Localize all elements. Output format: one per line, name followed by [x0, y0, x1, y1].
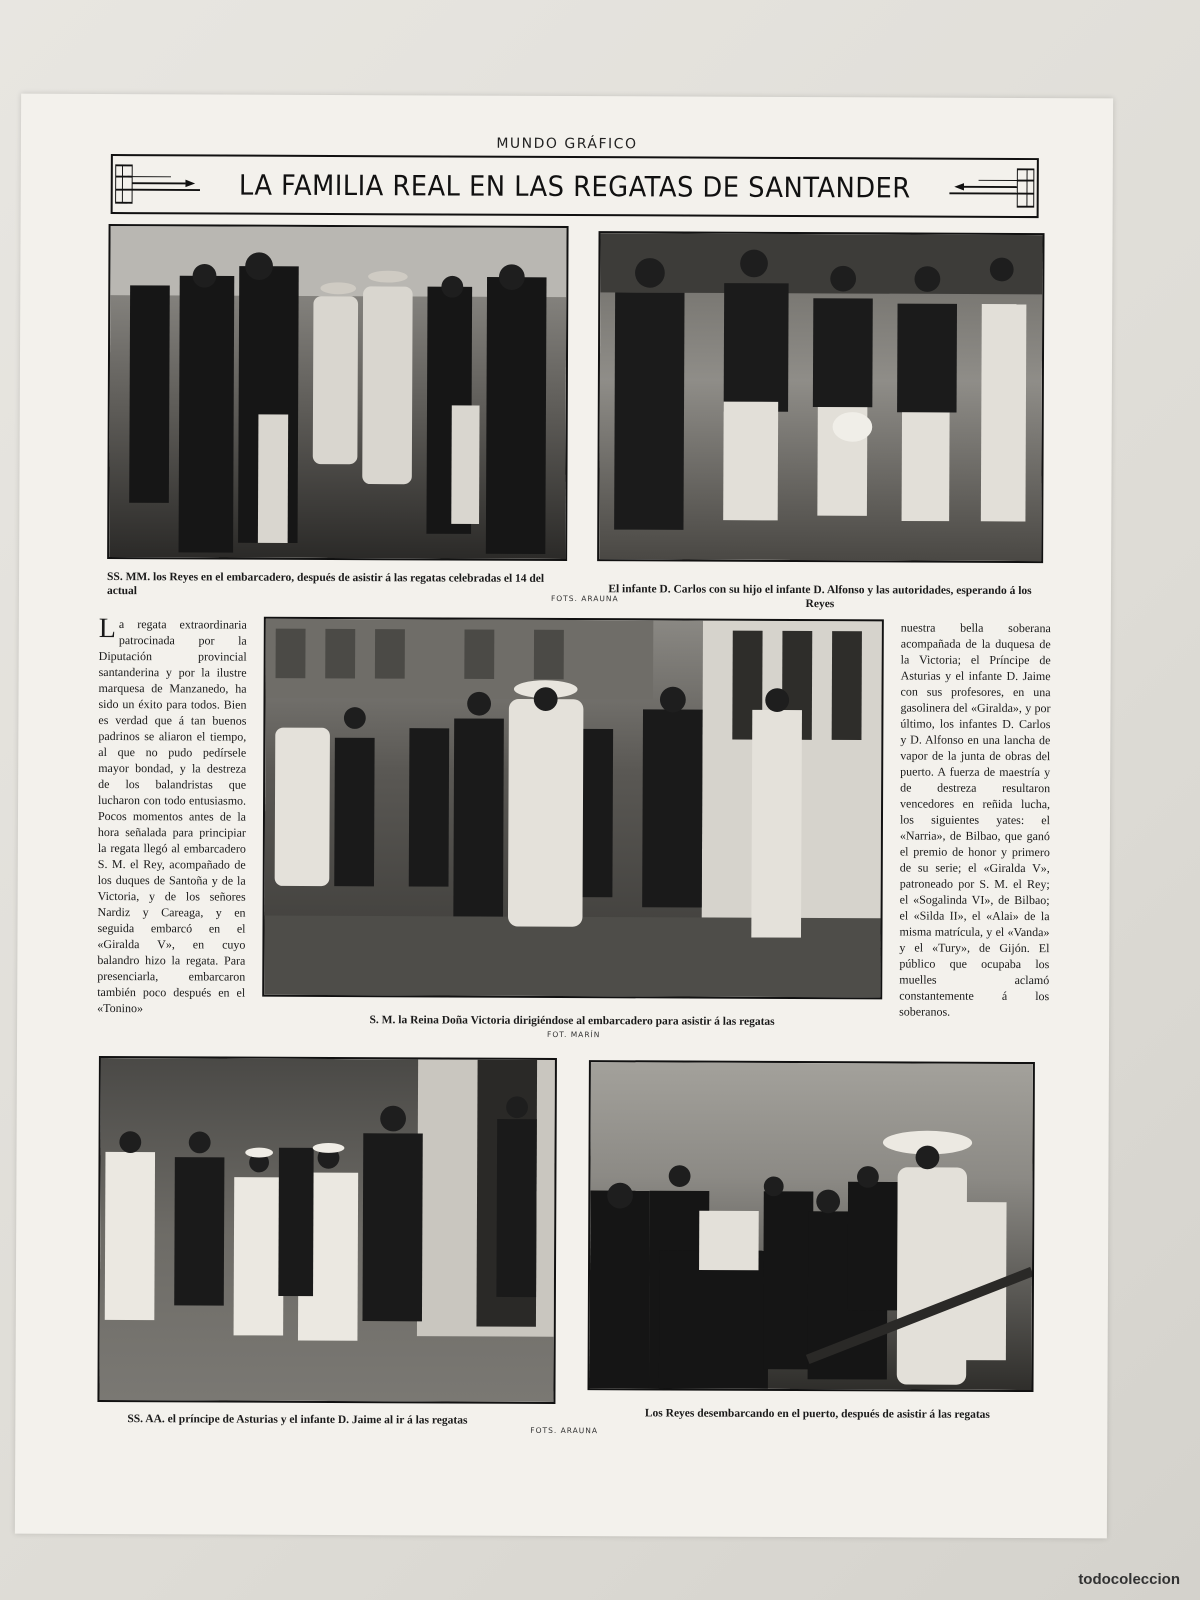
caption-photo-3: S. M. la Reina Doña Victoria dirigiéndose al embarcadero para asistir á las regatas: [369, 1014, 775, 1028]
credit-photo-3: FOT. MARÍN: [547, 1029, 601, 1040]
caption-photo-1: SS. MM. los Reyes en el embarcadero, después de asistir á las regatas celebradas el 14 del actual: [106, 571, 545, 598]
photo-reina-victoria: [262, 617, 884, 1000]
credit-top: FOTS. ARAUNA: [550, 593, 619, 604]
right-ornament: [940, 160, 1037, 216]
article-right-column: [899, 619, 1051, 1032]
left-ornament: [113, 156, 210, 212]
headline: LA FAMILIA REAL EN LAS REGATAS DE SANTANDER: [238, 168, 911, 205]
photo-principe-asturias: [97, 1056, 557, 1404]
article-text-right: nuestra bella soberana acompañada de la duquesa de la Victoria; el Príncipe de Asturias y el infante D. Jaime con sus profesores, en una gasolinera del «Giralda», y por último, los infantes D. Carlos y D. Alfonso en una lancha de vapor de la junta de obras del puerto. A fuerza de maestría y de destreza resultaron vencedores en reñida lucha, los siguientes yates: el «Narria», de Bilbao, que ganó el premio de honor y primero de su serie; el «Giralda V», patroneado por S. M. el Rey; el «Sogalinda VI», de Bilbao; el «Silda II», el «Alai» de la misma matrícula, y el «Vanda» y el «Tury», de Gijón. El público que ocupaba los muelles aclamó constantemente á los soberanos.: [899, 620, 1051, 1019]
magazine-page: [15, 94, 1113, 1539]
headline-banner: [111, 154, 1039, 218]
photo-reyes-embarcadero: [107, 224, 568, 561]
photo-infante-carlos: [597, 231, 1044, 563]
watermark: todocoleccion: [1078, 1571, 1180, 1588]
masthead: MUNDO GRÁFICO: [496, 135, 638, 153]
credit-bottom: FOTS. ARAUNA: [530, 1425, 599, 1436]
caption-photo-4: SS. AA. el príncipe de Asturias y el infante D. Jaime al ir á las regatas: [127, 1413, 468, 1427]
dropcap: L: [98, 612, 116, 645]
article-text-left: a regata extraordinaria patrocinada por la Diputación provincial santanderina y por la ilustre marquesa de Manzanedo, ha sido un éxito para todos. Bien es verdad que á tan buenos padrinos se aliaron el tiempo, al que no pudo pedírsele mayor bondad, y la destreza de los balandristas que lucharon con todo entusiasmo. Pocos momentos antes de la hora señalada para principiar la regata llegó al embarcadero S. M. el Rey, acompañado de los duques de Santoña y de la Victoria, y de los señores Nardiz y Careaga, y en seguida embarcó en el «Giralda V», en cuyo balandro hizo la regata. Para presenciarla, embarcaron también poco después en el «Tonino»: [97, 617, 247, 1016]
photo-reyes-desembarcando: [587, 1060, 1034, 1392]
caption-photo-5: Los Reyes desembarcando en el puerto, después de asistir á las regatas: [644, 1407, 990, 1421]
caption-photo-2: El infante D. Carlos con su hijo el infante D. Alfonso y las autoridades, esperando á los Reyes: [608, 583, 1032, 611]
article-left-column: [97, 612, 247, 1029]
